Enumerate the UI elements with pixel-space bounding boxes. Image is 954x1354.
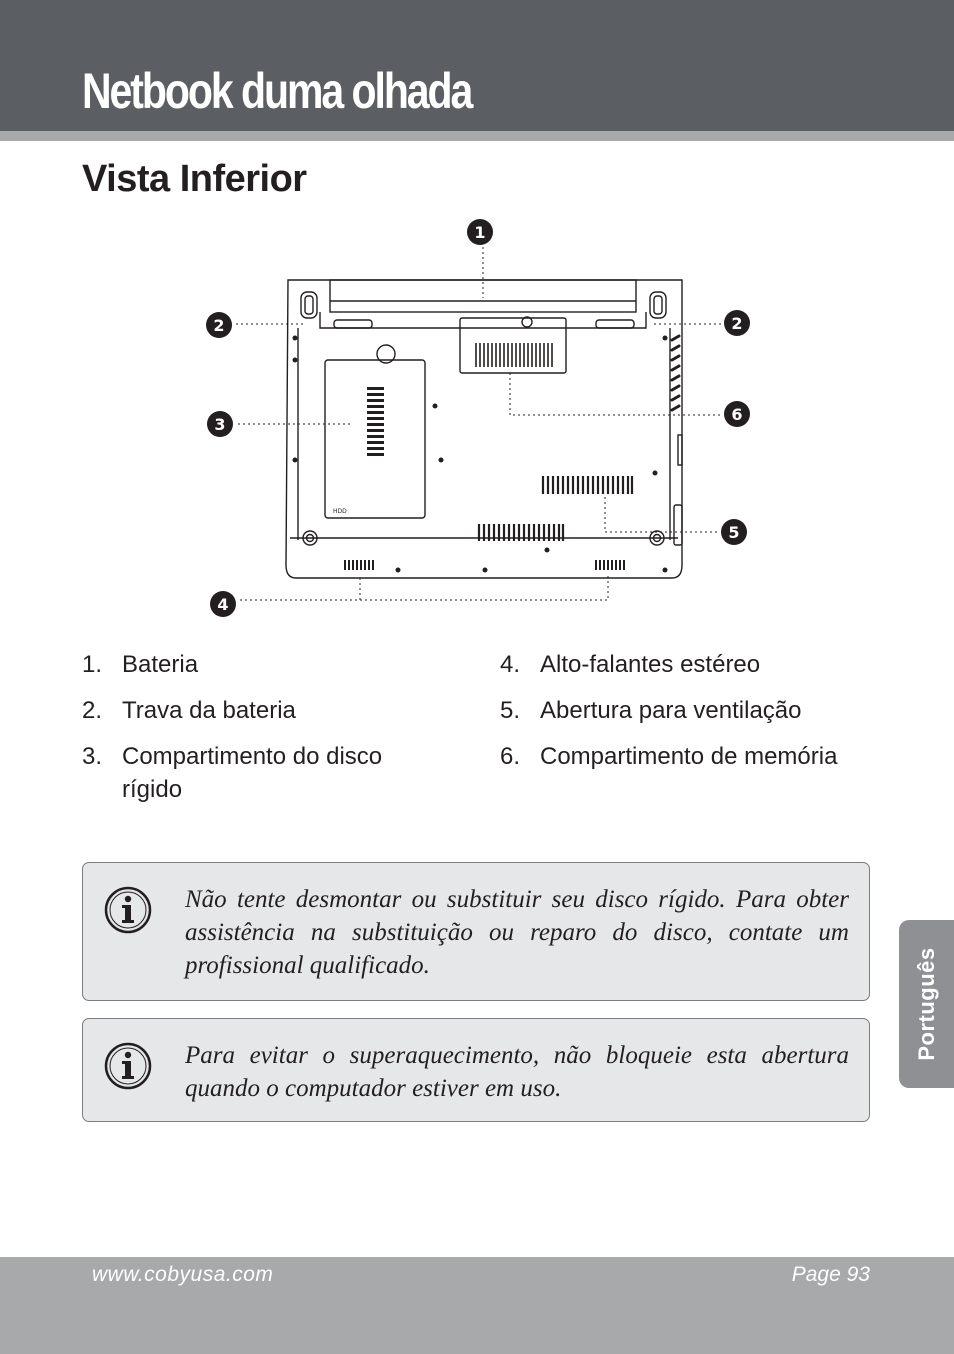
svg-text:5: 5 — [728, 523, 740, 542]
info-note-hdd — [82, 862, 870, 1001]
netbook-bottom-diagram — [0, 210, 954, 630]
legend-item — [82, 740, 442, 806]
legend-item — [82, 694, 442, 727]
legend-text: Abertura para ventilação — [540, 697, 802, 724]
hdd-label: HDD — [333, 508, 347, 515]
legend-number: 5. — [500, 697, 521, 724]
legend-item — [500, 648, 890, 681]
svg-text:6: 6 — [731, 405, 743, 424]
footer-url: www.cobyusa.com — [92, 1263, 274, 1286]
legend-column-right — [500, 648, 890, 786]
legend-item — [82, 648, 442, 681]
callout-2-right — [724, 310, 750, 336]
legend-number: 2. — [82, 697, 103, 724]
callout-5 — [721, 519, 747, 545]
leader-4 — [240, 575, 608, 600]
legend-text: Bateria — [122, 651, 199, 678]
callout-4 — [210, 591, 236, 617]
legend-text: Alto-falantes estéreo — [540, 651, 761, 678]
callout-2-left — [206, 312, 232, 338]
section-title: Vista Inferior — [82, 158, 307, 200]
svg-text:3: 3 — [214, 415, 226, 434]
callout-3 — [207, 411, 233, 437]
info-icon — [103, 1041, 153, 1091]
legend-number: 4. — [500, 651, 521, 678]
legend-item — [500, 740, 890, 773]
legend-number: 6. — [500, 743, 521, 770]
legend-text: Trava da bateria — [122, 697, 296, 724]
footer-page-number: Page 93 — [791, 1263, 870, 1286]
legend-number: 1. — [82, 651, 103, 678]
legend-column-left — [82, 648, 442, 819]
battery-outline — [330, 280, 636, 312]
callout-1 — [467, 219, 493, 245]
note-text: Não tente desmontar ou substituir seu disco rígido. Para obter assistência na substituição ou reparo do disco, contate um profissional qualificado. — [185, 886, 849, 979]
svg-text:2: 2 — [731, 314, 743, 333]
leader-5 — [605, 497, 717, 532]
legend-item — [500, 694, 890, 727]
callout-6 — [724, 401, 750, 427]
page-title: Netbook duma olhada — [82, 63, 472, 119]
hdd-bay — [325, 360, 425, 518]
svg-text:4: 4 — [217, 595, 229, 614]
info-note-vent — [82, 1018, 870, 1122]
leader-6 — [510, 373, 722, 415]
svg-text:1: 1 — [474, 223, 486, 242]
language-tab-label: Português — [913, 947, 939, 1061]
note-text: Para evitar o superaquecimento, não bloqueie esta abertura quando o computador estiver em uso. — [185, 1042, 849, 1102]
legend-number: 3. — [82, 743, 103, 770]
legend-text: Compartimento do disco rígido — [122, 743, 383, 803]
info-icon — [103, 885, 153, 935]
svg-text:2: 2 — [213, 316, 225, 335]
header-stripe — [0, 131, 954, 141]
language-tab — [899, 920, 954, 1088]
legend-text: Compartimento de memória — [540, 743, 838, 770]
